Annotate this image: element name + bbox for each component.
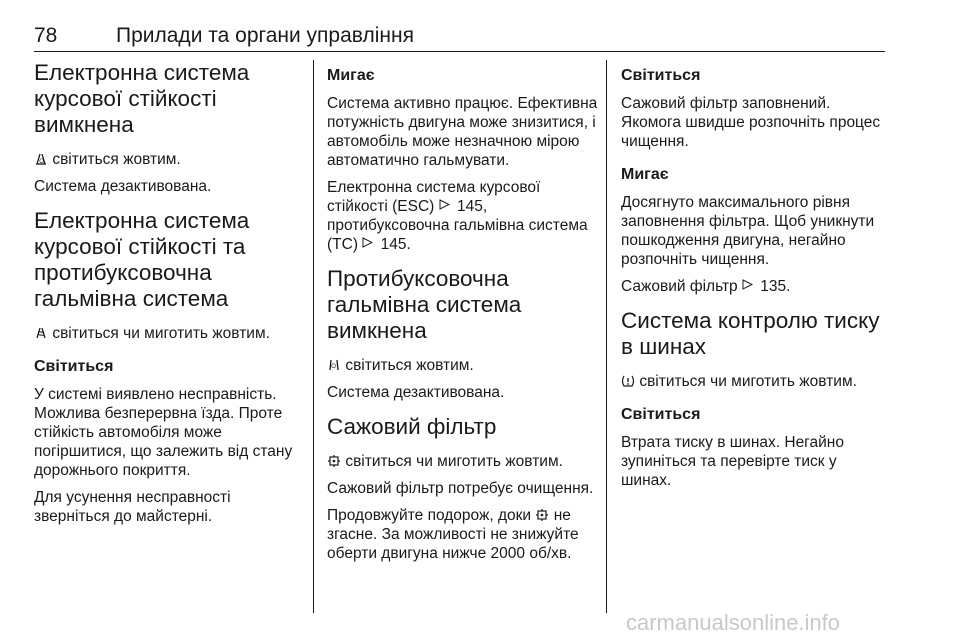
page-reference-icon bbox=[362, 237, 376, 251]
page-title: Прилади та органи управління bbox=[116, 24, 414, 47]
filter-description: Сажовий фільтр потребує очищення. bbox=[327, 480, 594, 497]
esc-tc-icon bbox=[34, 326, 48, 340]
filter-indicator-line bbox=[327, 452, 599, 471]
column-middle bbox=[327, 60, 599, 571]
heading-lit-filter: Світиться bbox=[621, 67, 701, 84]
filter-drive-text-1: Продовжуйте подорож, доки bbox=[327, 507, 532, 524]
ref-tc-text: протибуксовочна гальмівна система (TC) bbox=[327, 217, 588, 253]
esc-tc-indicator-text: світиться чи миготить жовтим. bbox=[52, 325, 270, 342]
column-right bbox=[621, 60, 889, 498]
filter-drive-text-2: не згасне. За можливості не знижуйте оберти двигуна нижче 2000 об/хв. bbox=[327, 507, 579, 562]
ref-esc-page[interactable]: 145 bbox=[456, 198, 483, 215]
filter-flashing-description: Досягнуто максимального рівня заповнення фільтра. Щоб уникнути пошкодження двигуна, негайно розпочніть чищення. bbox=[621, 194, 875, 268]
header-rule bbox=[34, 51, 885, 52]
section-title-soot-filter: Сажовий фільтр bbox=[327, 414, 497, 439]
section-title-tc-off: Протибуксовочна гальмівна система вимкнена bbox=[327, 266, 522, 343]
tc-off-description: Система дезактивована. bbox=[327, 384, 505, 401]
svg-text:O: O bbox=[39, 159, 44, 165]
page-reference-icon bbox=[742, 279, 756, 293]
diesel-filter-icon bbox=[535, 508, 549, 522]
ref-tc-page[interactable]: 145 bbox=[380, 236, 407, 253]
heading-flashing: Мигає bbox=[327, 67, 375, 84]
page-reference-icon bbox=[439, 199, 453, 213]
column-divider-2 bbox=[606, 60, 607, 613]
esc-off-icon bbox=[34, 152, 48, 166]
heading-flashing-filter: Мигає bbox=[621, 166, 669, 183]
tc-off-indicator-line bbox=[327, 356, 599, 375]
esc-off-description: Система дезактивована. bbox=[34, 178, 212, 195]
tire-pressure-icon bbox=[621, 374, 635, 388]
column-divider-1 bbox=[313, 60, 314, 613]
diesel-filter-icon bbox=[327, 454, 341, 468]
lit-action: Для усунення несправності зверніться до майстерні. bbox=[34, 489, 231, 525]
page-number: 78 bbox=[34, 24, 58, 47]
ref-esc-text: Електронна система курсової стійкості (ESC) bbox=[327, 179, 541, 215]
tpms-lit-description: Втрата тиску в шинах. Негайно зупиніться та перевірте тиск у шинах. bbox=[621, 434, 844, 489]
lit-description: У системі виявлено несправність. Можлива безперервна їзда. Проте стійкість автомобіля може погіршитися, що залежить від стану дорожнього покриття. bbox=[34, 386, 293, 479]
tpms-indicator-text: світиться чи миготить жовтим. bbox=[639, 373, 857, 390]
filter-drive-instruction bbox=[327, 506, 599, 563]
column-left bbox=[34, 60, 304, 534]
filter-indicator-text: світиться чи миготить жовтим. bbox=[345, 453, 563, 470]
filter-lit-description: Сажовий фільтр заповнений. Якомога швидше розпочніть процес чищення. bbox=[621, 95, 881, 150]
section-title-esc-tc: Електронна система курсової стійкості та протибуксовочна гальмівна система bbox=[34, 208, 250, 311]
filter-cross-reference: Сажовий фільтр 135. bbox=[621, 278, 791, 295]
section-title-tpms: Система контролю тиску в шинах bbox=[621, 308, 880, 359]
heading-lit: Світиться bbox=[34, 358, 114, 375]
cross-references: Електронна система курсової стійкості (ESC) 145, протибуксовочна гальмівна система (TC) 145. bbox=[327, 179, 588, 253]
tc-off-indicator-text: світиться жовтим. bbox=[345, 357, 474, 374]
esc-off-indicator-line bbox=[34, 150, 304, 169]
esc-tc-indicator-line bbox=[34, 324, 304, 343]
section-title-esc-off: Електронна система курсової стійкості вимкнена bbox=[34, 60, 250, 137]
tpms-indicator-line bbox=[621, 372, 889, 391]
esc-off-indicator-text: світиться жовтим. bbox=[52, 151, 181, 168]
ref-filter-page[interactable]: 135 bbox=[760, 278, 787, 295]
ref-filter-text: Сажовий фільтр bbox=[621, 278, 738, 295]
tc-off-icon bbox=[327, 358, 341, 372]
watermark: carmanualsonline.info bbox=[626, 610, 841, 635]
svg-text:O: O bbox=[331, 364, 336, 370]
heading-lit-tpms: Світиться bbox=[621, 406, 701, 423]
flashing-description: Система активно працює. Ефективна потужність двигуна може знизитися, і автомобіль може незначною мірою автоматично гальмувати. bbox=[327, 95, 598, 169]
